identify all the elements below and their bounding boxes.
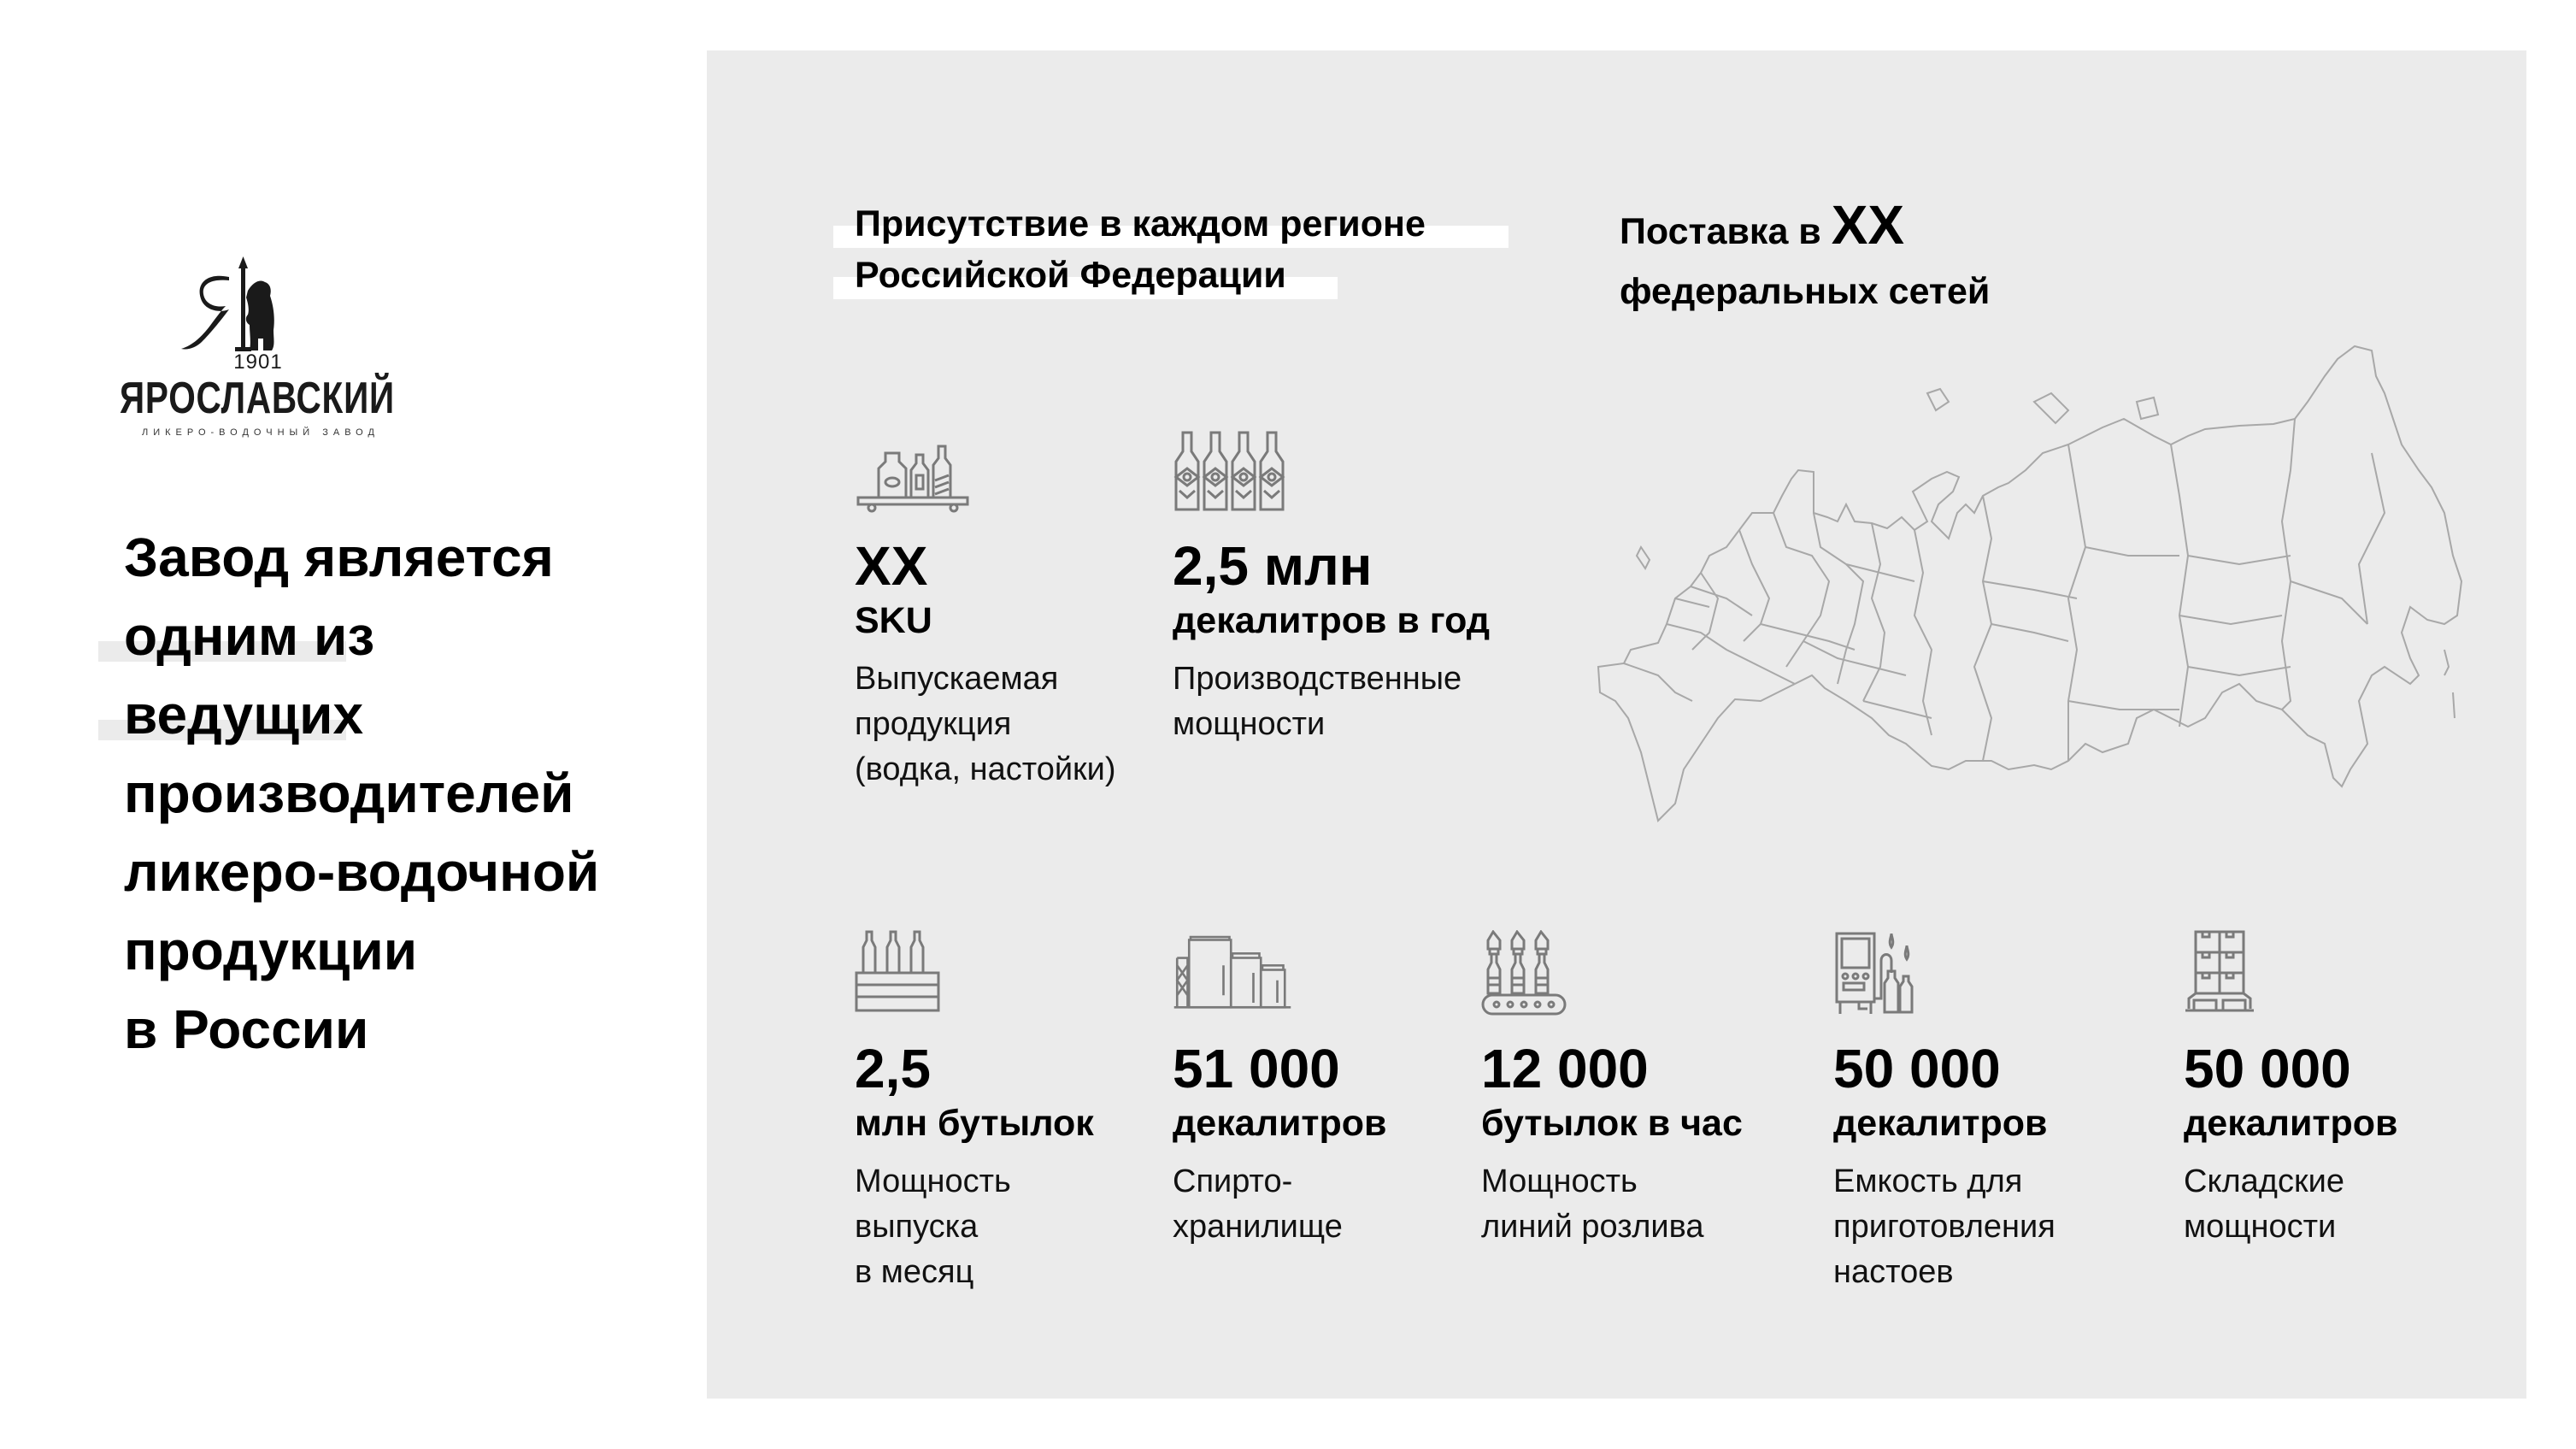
heading-line: ведущих bbox=[124, 675, 671, 754]
stat-value: XX bbox=[855, 535, 928, 597]
infusion-machine-icon bbox=[1833, 930, 1953, 1016]
stat-description: Выпускаемая продукция (водка, настойки) bbox=[855, 661, 1116, 787]
stat-sku bbox=[855, 427, 1197, 792]
stat-infusion-capacity bbox=[1833, 930, 2175, 1295]
logo-subtitle: ЛИКЕРО-ВОДОЧНЫЙ ЗАВОД bbox=[142, 427, 379, 438]
stat-monthly-output bbox=[855, 930, 1197, 1295]
storage-tanks-icon bbox=[1173, 930, 1292, 1016]
warehouse-pallet-icon bbox=[2184, 930, 2303, 1016]
heading-line: в России bbox=[124, 998, 369, 1060]
bottle-crate-icon bbox=[855, 930, 974, 1016]
stat-description: Мощность линий розлива bbox=[1481, 1163, 1704, 1245]
stat-description: Спирто- хранилище bbox=[1173, 1163, 1343, 1245]
heading-line: Завод является bbox=[124, 527, 554, 588]
heading-line: одним из bbox=[124, 597, 671, 675]
stat-warehouse-capacity bbox=[2184, 930, 2526, 1250]
federal-chains-title: Поставка в XX федеральных сетей bbox=[1620, 194, 1991, 312]
region-presence-title: Присутствие в каждом регионе Российской Федерации bbox=[833, 198, 1426, 301]
russia-regions-map-icon bbox=[1590, 342, 2504, 855]
stat-unit: бутылок в час bbox=[1481, 1103, 1743, 1144]
stat-unit: декалитров bbox=[1833, 1103, 2048, 1144]
logo-name: ЯРОСЛАВСКИЙ bbox=[120, 374, 395, 423]
stat-unit: млн бутылок bbox=[855, 1103, 1094, 1144]
heading-line: продукции bbox=[124, 920, 418, 981]
stat-value: 2,5 млн bbox=[1173, 535, 1373, 597]
stat-value: 2,5 bbox=[855, 1038, 931, 1099]
stat-spirit-storage bbox=[1173, 930, 1514, 1250]
logo-year: 1901 bbox=[233, 350, 283, 374]
stat-unit: декалитров bbox=[2184, 1103, 2398, 1144]
stat-unit: декалитров bbox=[1173, 1103, 1387, 1144]
stat-description: Мощность выпуска в месяц bbox=[855, 1163, 1011, 1290]
stat-unit: SKU bbox=[855, 600, 932, 641]
stat-value: 50 000 bbox=[2184, 1038, 2351, 1099]
bottling-line-icon bbox=[1481, 930, 1601, 1016]
four-bottles-icon bbox=[1173, 427, 1292, 513]
stat-value: 12 000 bbox=[1481, 1038, 1649, 1099]
stat-unit: декалитров в год bbox=[1173, 600, 1491, 641]
stat-annual-capacity bbox=[1173, 427, 1514, 747]
stat-value: 50 000 bbox=[1833, 1038, 2001, 1099]
stat-description: Емкость для приготовления настоев bbox=[1833, 1163, 2056, 1290]
heading-line: ликеро-водочной bbox=[124, 841, 600, 903]
bottles-on-tray-icon bbox=[855, 427, 974, 513]
heading-line: производителей bbox=[124, 763, 574, 824]
stat-description: Производственные мощности bbox=[1173, 661, 1462, 742]
chains-count: XX bbox=[1831, 194, 1905, 256]
bear-with-axe-emblem-icon bbox=[120, 256, 376, 359]
company-logo bbox=[120, 256, 395, 445]
stat-description: Складские мощности bbox=[2184, 1163, 2344, 1245]
page-heading bbox=[124, 518, 671, 1069]
stat-value: 51 000 bbox=[1173, 1038, 1340, 1099]
stat-bottling-speed bbox=[1481, 930, 1823, 1250]
